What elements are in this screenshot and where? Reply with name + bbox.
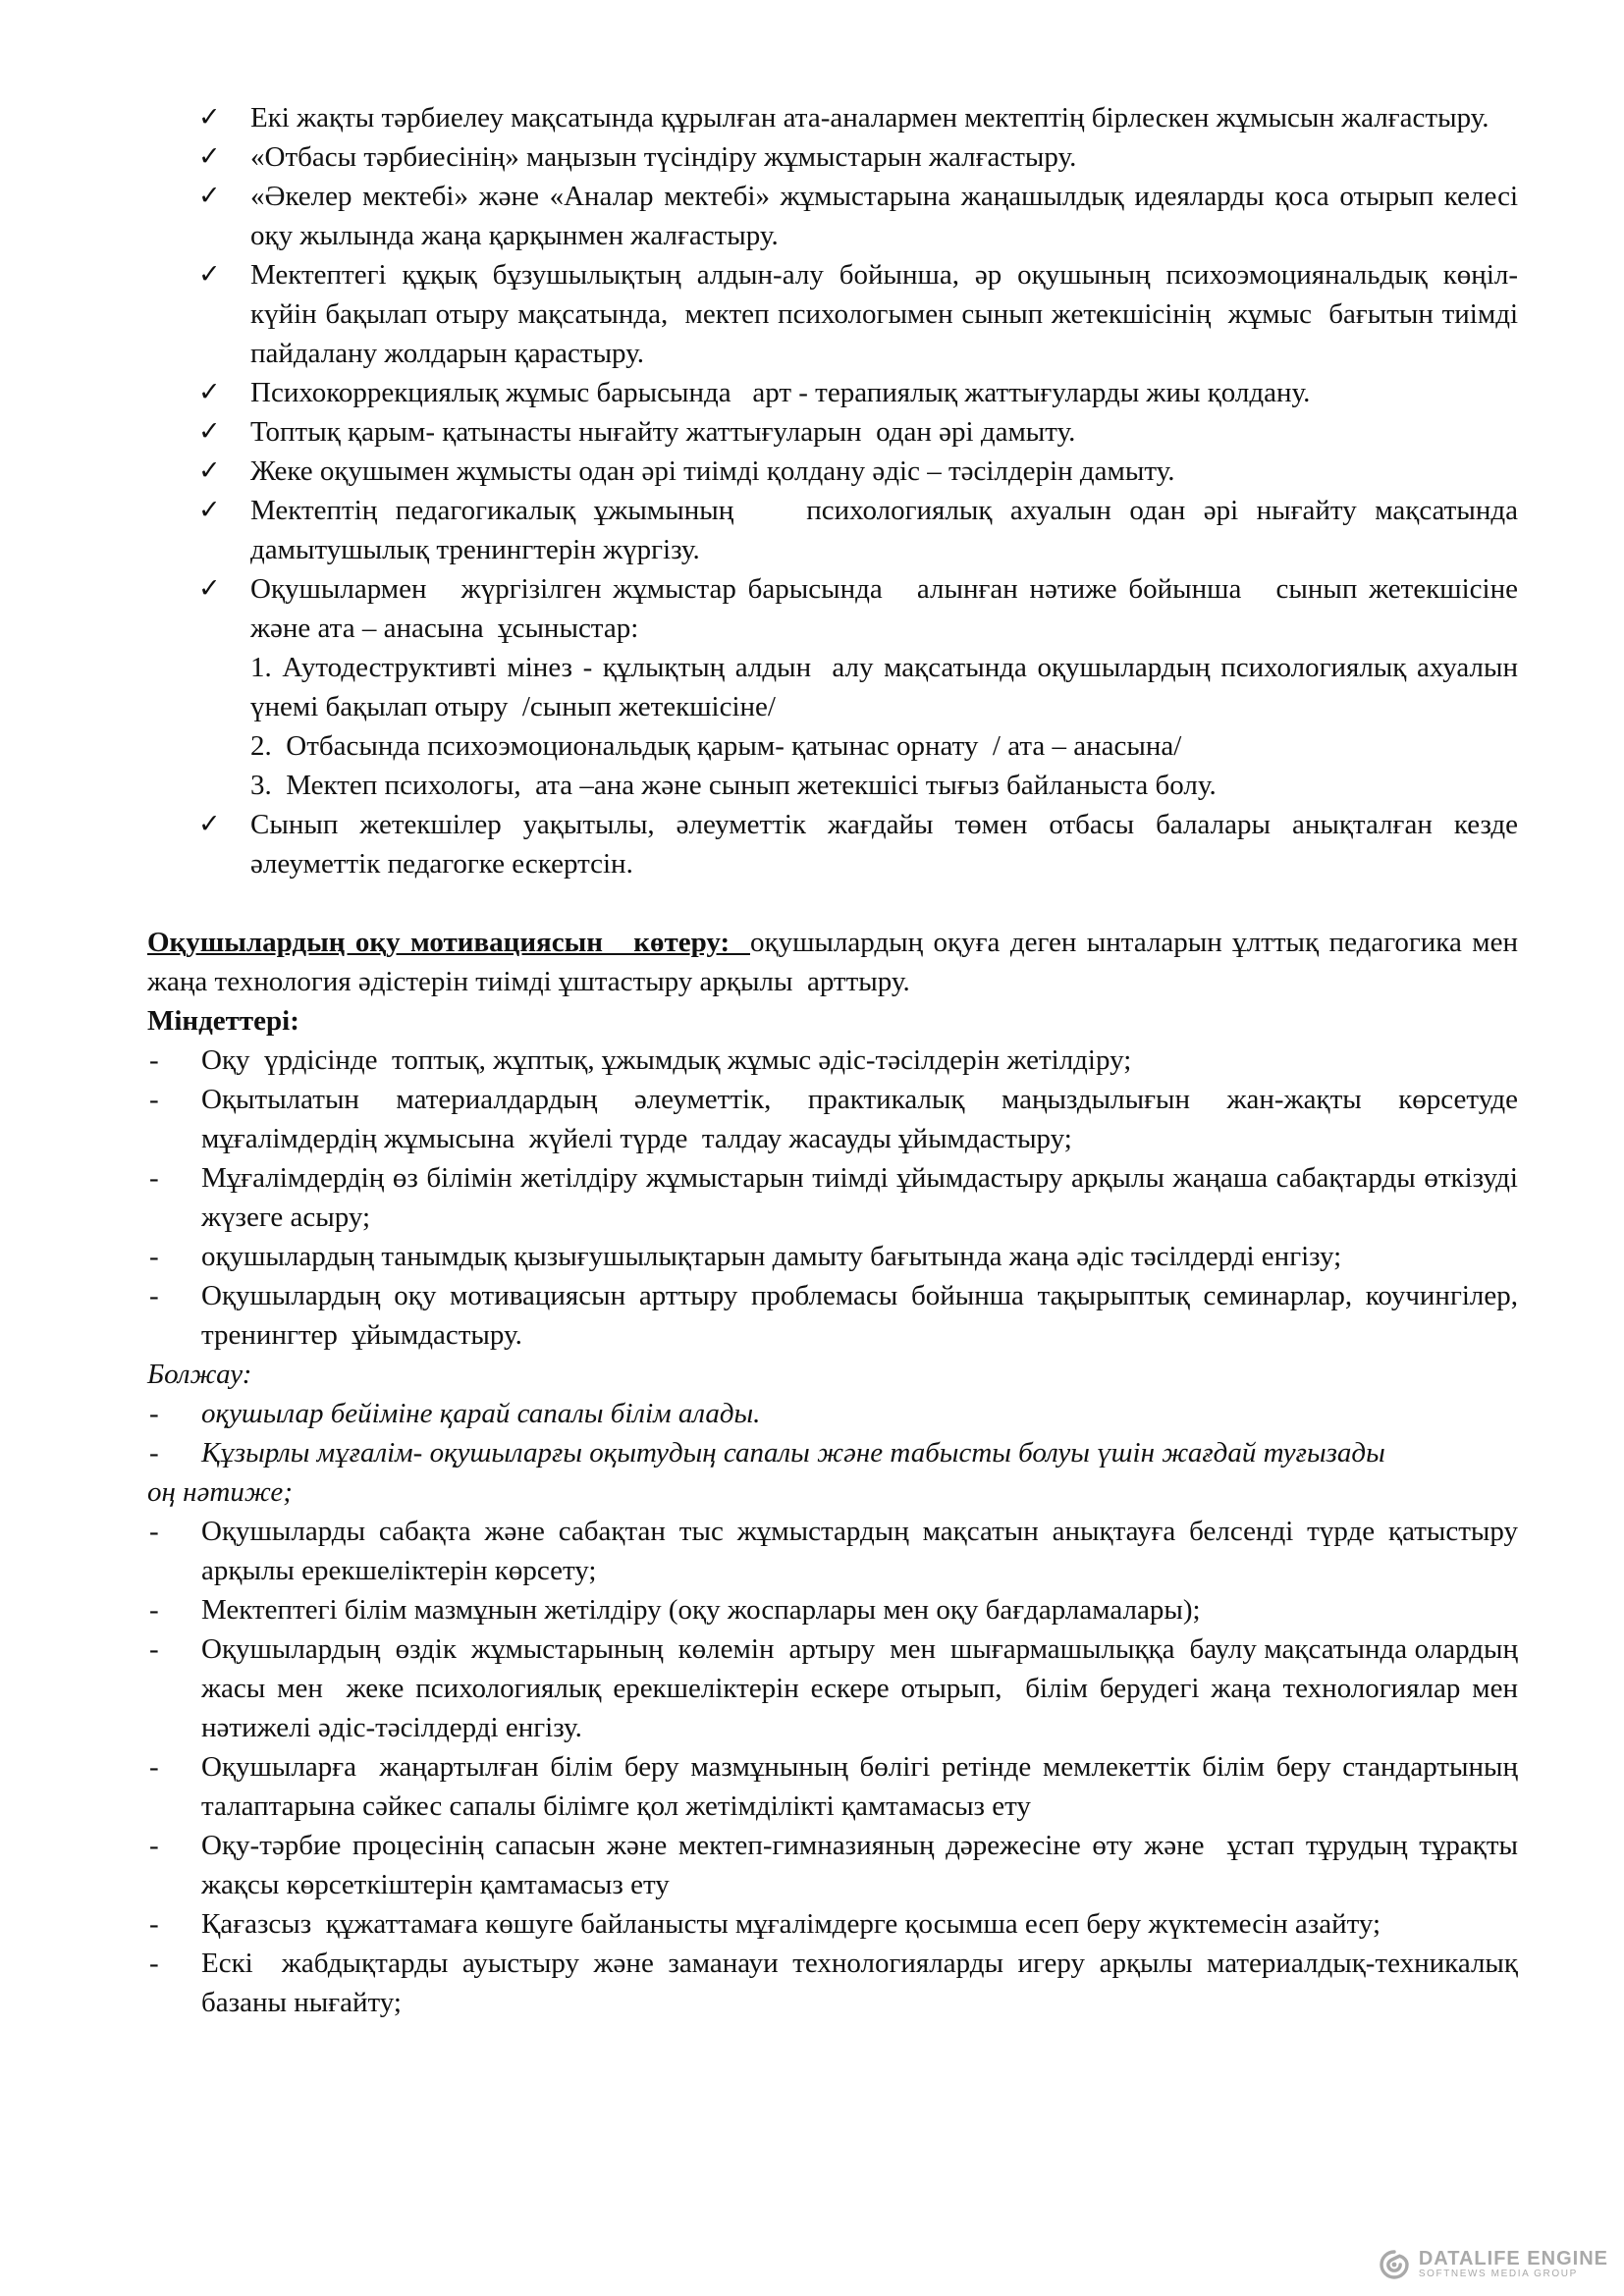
forecast-list — [147, 1394, 1518, 1472]
outcome-item-2-text: Мектептегі білім мазмұнын жетілдіру (оқу жоспарлары мен оқу бағдарламалары); — [201, 1594, 1201, 1626]
checkmark-icon: ✓ — [198, 181, 221, 211]
forecast-item-1 — [147, 1394, 1518, 1433]
task-item-5-text: Оқушылардың оқу мотивациясын арттыру проблемасы бойынша тақырыптық семинарлар, коучингілер, тренингтер ұйымдастыру. — [201, 1280, 1526, 1351]
check-item-7 — [147, 452, 1518, 491]
checkmark-icon: ✓ — [198, 377, 221, 407]
outcome-item-3 — [147, 1629, 1533, 1747]
check-item-7-text: Жеке оқушымен жұмысты одан әрі тиімді қолдану әдіс – тәсілдерін дамыту. — [250, 455, 1175, 487]
dash-marker: - — [149, 1084, 159, 1115]
task-item-3-text: Мұғалімдердің өз білімін жетілдіру жұмыстарын тиімді ұйымдастыру арқылы жаңаша сабақтарды өткізуді жүзеге асыру; — [201, 1162, 1526, 1233]
dash-marker: - — [149, 1516, 159, 1547]
tasks-list — [147, 1041, 1526, 1355]
checkmark-icon: ✓ — [198, 809, 221, 839]
tasks-label: Міндеттері: — [147, 1005, 299, 1037]
dash-marker: - — [149, 1398, 159, 1429]
checkmark-icon: ✓ — [198, 573, 221, 604]
outcome-item-6-text: Қағазсыз құжаттамаға көшуге байланысты мұғалімдерге қосымша есеп беру жүктемесін азайту; — [201, 1908, 1381, 1940]
check-item-5-text: Психокоррекциялық жұмыс барысында арт - терапиялық жаттығуларды жиы қолдану. — [250, 377, 1311, 408]
outcome-item-5 — [147, 1826, 1526, 1904]
motivation-section-title: Оқушылардың оқу мотивациясын көтеру: — [147, 927, 750, 958]
outcome-item-4-text: Оқушыларға жаңартылған білім беру мазмұнының бөлігі ретінде мемлекеттік білім беру стандартының талаптарына сәйкес сапалы білімге қол жетімділікті қамтамасыз ету — [201, 1751, 1526, 1822]
dash-marker: - — [149, 1830, 159, 1861]
forecast-item-2-text: Құзырлы мұғалім- оқушыларғы оқытудың сапалы және табысты болуы үшін жағдай туғызады — [201, 1437, 1385, 1468]
task-item-3 — [147, 1158, 1526, 1237]
check-item-6-text: Топтық қарым- қатынасты нығайту жаттығуларын одан әрі дамыту. — [250, 416, 1076, 448]
outcome-item-3-text: Оқушылардың өздік жұмыстарының көлемін артыру мен шығармашылыққа баулу мақсатында олардың жасы мен жеке психологиялық ерекшеліктерін ескере отырып, білім берудегі жаңа технологиялар мен нәтижелі әдіс-тәсілдерді енгізу. — [201, 1633, 1533, 1743]
outcome-item-7 — [147, 1944, 1526, 2022]
checkmark-icon: ✓ — [198, 455, 221, 486]
dash-marker: - — [149, 1948, 159, 1979]
task-item-2 — [147, 1080, 1526, 1158]
outcomes-list — [147, 1512, 1533, 2022]
dash-marker: - — [149, 1633, 159, 1665]
task-item-1-text: Оқу үрдісінде топтық, жұптық, ұжымдық жұмыс әдіс-тәсілдерін жетілдіру; — [201, 1044, 1132, 1076]
task-item-4 — [147, 1237, 1518, 1276]
outcome-item-7-text: Ескі жабдықтарды ауыстыру және заманауи технологияларды игеру арқылы материалдық-техникалық базаны нығайту; — [201, 1948, 1526, 2018]
outcome-item-1 — [147, 1512, 1526, 1590]
outcome-item-2 — [147, 1590, 1518, 1629]
watermark-text — [1419, 2249, 1608, 2280]
dash-marker: - — [149, 1162, 159, 1194]
forecast-label: Болжау: — [147, 1359, 252, 1390]
check-list — [147, 98, 1526, 883]
checkmark-icon: ✓ — [198, 141, 221, 172]
dash-marker: - — [149, 1437, 159, 1468]
check-item-8 — [147, 491, 1526, 569]
motivation-section-body: оқушылардың оқуға деген ынталарын ұлттық педагогика мен жаңа технология әдістерін тиімді ұштастыру арқылы арттыру. — [147, 927, 1526, 997]
outcome-item-1-text: Оқушыларды сабақта және сабақтан тыс жұмыстардың мақсатын анықтауға белсенді түрде қатыстыру арқылы ерекшеліктерін көрсету; — [201, 1516, 1526, 1586]
watermark-title: DATALIFE ENGINE — [1418, 2248, 1608, 2269]
check-item-4-text: Мектептегі құқық бұзушылықтың алдын-алу бойынша, әр оқушының психоэмоциянальдық көңіл- күйін бақылап отыру мақсатында, мектеп психологымен сынып жетекшісінің жұмыс бағытын тиімді пайдалану жолдарын қарастыру. — [250, 259, 1526, 369]
checkmark-icon: ✓ — [198, 495, 221, 525]
check-item-9 — [147, 569, 1526, 648]
dash-marker: - — [149, 1280, 159, 1311]
task-item-1 — [147, 1041, 1518, 1080]
check-item-9-sub-2: 2. Отбасында психоэмоциональдық қарым- қатынас орнату / ата – анасына/ — [250, 730, 1182, 762]
check-item-3 — [147, 177, 1526, 255]
datalife-engine-logo-icon — [1378, 2248, 1411, 2281]
dash-marker: - — [149, 1044, 159, 1076]
outcome-item-5-text: Оқу-тәрбие процесінің сапасын және мектеп-гимназияның дәрежесіне өту және ұстап тұрудың тұрақты жақсы көрсеткіштерін қамтамасыз ету — [201, 1830, 1526, 1900]
task-item-4-text: оқушылардың танымдық қызығушылықтарын дамыту бағытында жаңа әдіс тәсілдерді енгізу; — [201, 1241, 1342, 1272]
check-item-1-text: Екі жақты тәрбиелеу мақсатында құрылған ата-аналармен мектептің бірлескен жұмысын жалғастыру. — [250, 102, 1489, 133]
check-item-9-sub-3: 3. Мектеп психологы, ата –ана және сынып жетекшісі тығыз байланыста болу. — [250, 770, 1217, 801]
dash-marker: - — [149, 1241, 159, 1272]
checkmark-icon: ✓ — [198, 259, 221, 290]
dash-marker: - — [149, 1908, 159, 1940]
check-item-1 — [147, 98, 1518, 137]
check-item-3-text: «Әкелер мектебі» және «Аналар мектебі» жұмыстарына жаңашылдық идеяларды қоса отырып келесі оқу жылында жаңа қарқынмен жалғастыру. — [250, 181, 1526, 251]
check-item-6 — [147, 412, 1518, 452]
check-item-10 — [147, 805, 1526, 883]
dash-marker: - — [149, 1751, 159, 1783]
check-item-9-sub-1: 1. Аутодеструктивті мінез - құлықтың алдын алу мақсатында оқушылардың психологиялық ахуалын үнемі бақылап отыру /сынып жетекшісіне/ — [250, 652, 1526, 722]
check-item-4 — [147, 255, 1526, 373]
dash-marker: - — [149, 1594, 159, 1626]
positive-outcome-label: оң нәтиже; — [147, 1476, 293, 1508]
outcome-item-6 — [147, 1904, 1518, 1944]
forecast-item-1-text: оқушылар бейіміне қарай сапалы білім алады. — [201, 1398, 761, 1429]
check-item-2-text: «Отбасы тәрбиесінің» маңызын түсіндіру жұмыстарын жалғастыру. — [250, 141, 1077, 173]
watermark-subtitle: SOFTNEWS MEDIA GROUP — [1418, 2269, 1578, 2279]
motivation-section-paragraph — [147, 923, 1526, 1001]
check-item-8-text: Мектептің педагогикалық ұжымының психологиялық ахуалын одан әрі нығайту мақсатында дамытушылық тренингтерін жүргізу. — [250, 495, 1526, 565]
check-item-9-text: Оқушылармен жүргізілген жұмыстар барысында алынған нәтиже бойынша сынып жетекшісіне және ата – анасына ұсыныстар: — [250, 573, 1526, 644]
datalife-watermark — [1378, 2248, 1608, 2281]
task-item-2-text: Оқытылатын материалдардың әлеуметтік, практикалық маңыздылығын жан-жақты көрсетуде мұғалімдердің жұмысына жүйелі түрде талдау жасауды ұйымдастыру; — [201, 1084, 1526, 1154]
checkmark-icon: ✓ — [198, 102, 221, 133]
forecast-item-2 — [147, 1433, 1518, 1472]
checkmark-icon: ✓ — [198, 416, 221, 447]
check-item-10-text: Сынып жетекшілер уақытылы, әлеуметтік жағдайы төмен отбасы балалары анықталған кезде әлеуметтік педагогке ескертсін. — [250, 809, 1526, 880]
check-item-2 — [147, 137, 1518, 177]
task-item-5 — [147, 1276, 1526, 1355]
outcome-item-4 — [147, 1747, 1526, 1826]
check-item-5 — [147, 373, 1518, 412]
